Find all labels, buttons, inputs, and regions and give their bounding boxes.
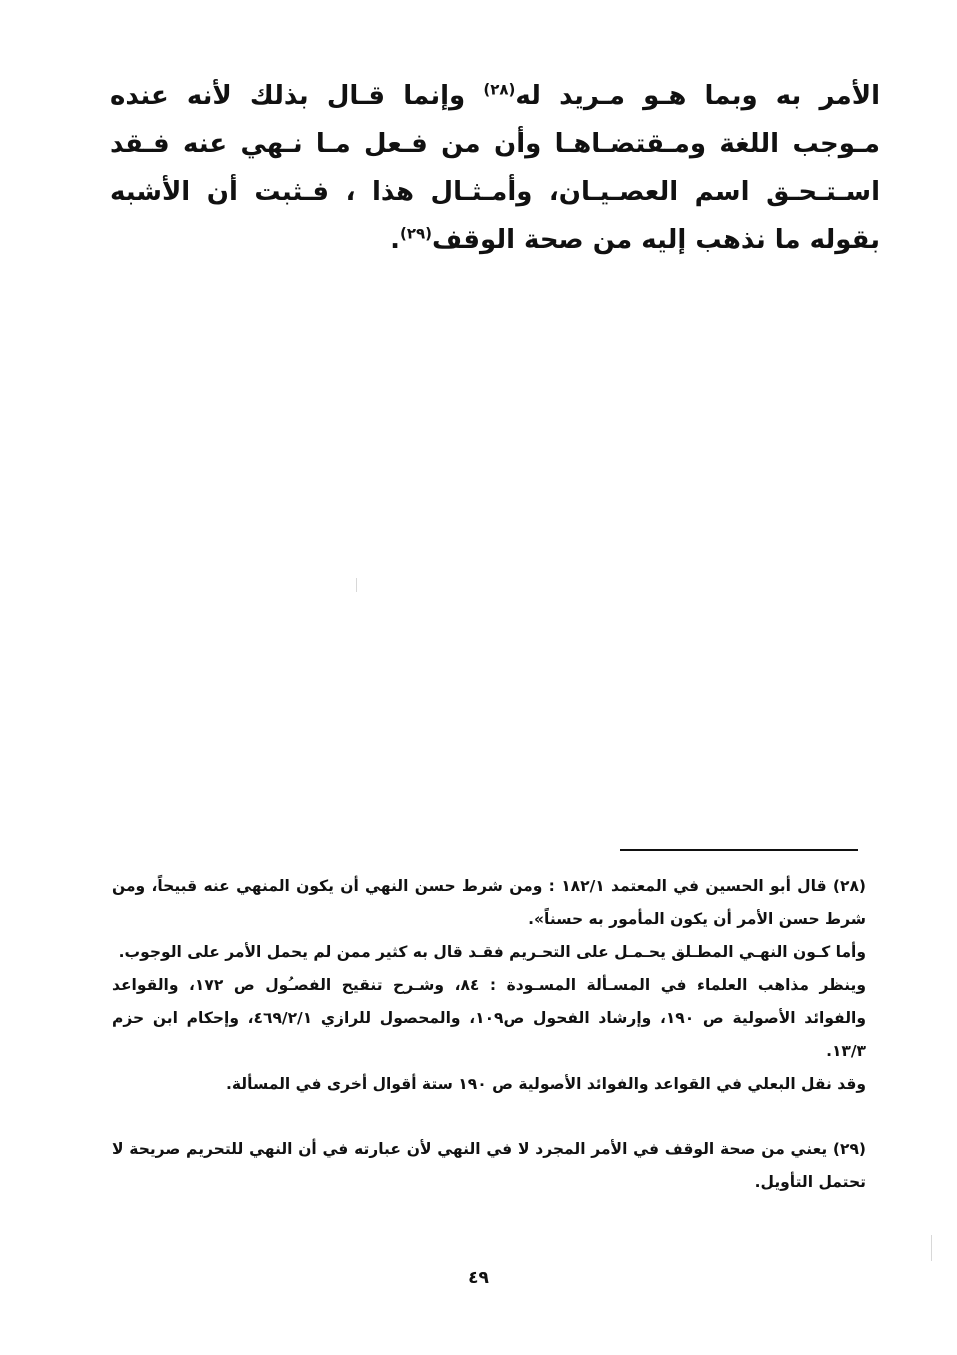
footnote-gap xyxy=(112,1101,866,1133)
footnote-28 xyxy=(112,870,866,1101)
footnote-29-text: (٢٩) يعني من صحة الوقف في الأمر المجرد لا في النهي لأن عبارته في أن النهي للتحريم صريحة لا تحتمل التأويل. xyxy=(112,1140,866,1191)
main-text-end: . xyxy=(390,225,400,255)
footnotes-section xyxy=(112,870,866,1199)
main-paragraph xyxy=(110,72,880,264)
main-text-block xyxy=(110,72,880,264)
footnote-ref-28: (٢٨) xyxy=(483,80,516,99)
footnote-28-line: (٢٨) قال أبو الحسين في المعتمد ١٨٢/١ : ومن شرط حسن النهي أن يكون المنهي عنه قبيحاً، ومن شرط حسن الأمر أن يكون المأمور به حسناً». xyxy=(112,877,866,928)
footnote-29 xyxy=(112,1133,866,1199)
page-number: ٤٩ xyxy=(468,1268,489,1288)
scan-artifact-mark xyxy=(356,578,357,592)
main-text-start: الأمر به وبما هـو مـريد له xyxy=(515,81,880,111)
scan-artifact-mark-margin xyxy=(931,1235,932,1261)
main-text-middle: وإنما قـال بذلك لأنه عنده مـوجب اللغة ومـقتضـاهـا وأن من فـعل مـا نـهي عنه فـقد اسـتـحـق اسم العصـيـان، وأمـثـال هذا ، فـثبت أن الأشبه بقوله ما نذهب إليه من صحة الوقف xyxy=(110,81,880,255)
footnote-ref-29: (٢٩) xyxy=(400,224,433,243)
footnote-28-line: وأما كـون النهـي المطـلق يحـمـل على التحـريم فقـد قال به كثير ممن لم يحمل الأمر على الوجوب. xyxy=(118,943,866,961)
footnote-28-line: وقد نقل البعلي في القواعد والفوائد الأصولية ص ١٩٠ ستة أقوال أخرى في المسألة. xyxy=(226,1075,866,1093)
footnote-28-line: وينظر مذاهب العلماء في المسـألة المسـودة : ٨٤، وشـرح تنقيح الفصـُول ص ١٧٢، والقواعد والفوائد الأصولية ص ١٩٠، وإرشاد الفحول ص١٠٩، والمحصول للرازي ٤٦٩/٢/١، وإحكام ابن حزم ١٣/٣. xyxy=(112,976,866,1060)
footnote-separator xyxy=(620,849,858,851)
